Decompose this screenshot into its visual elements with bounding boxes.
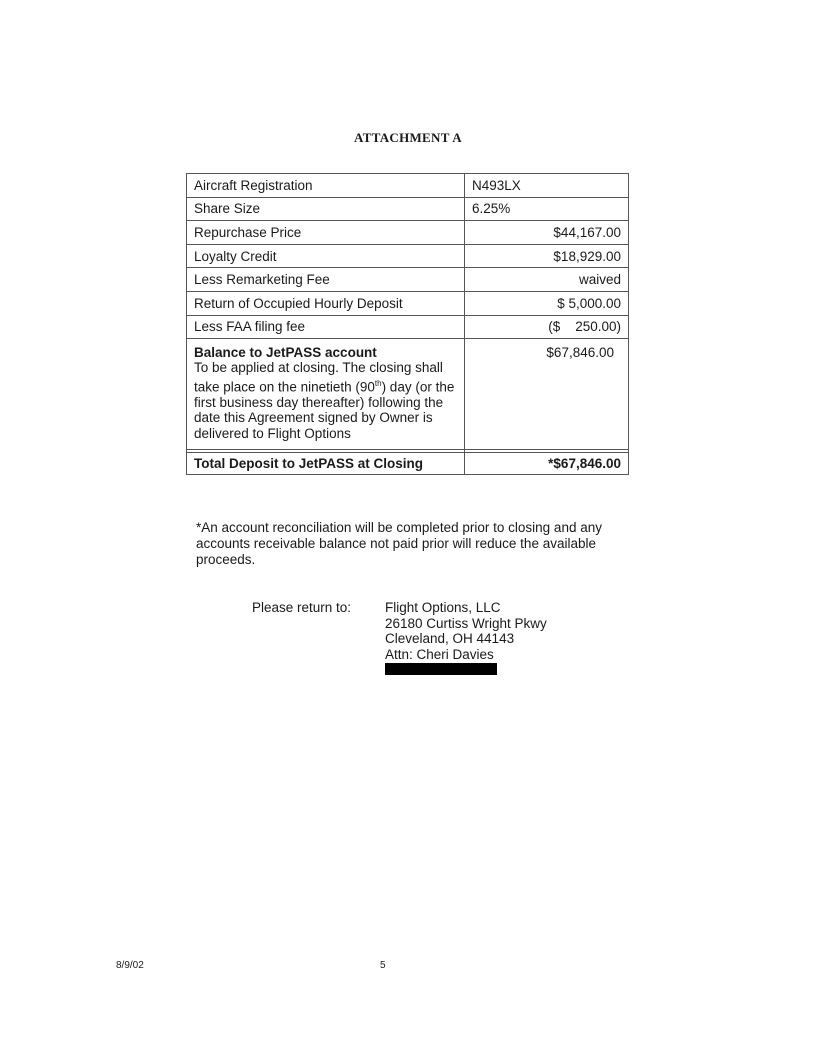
total-row <box>187 453 629 475</box>
return-label: Please return to: <box>252 600 352 615</box>
table-row <box>187 197 629 221</box>
row-value: $44,167.00 <box>464 221 628 245</box>
row-value: ($ 250.00) <box>464 315 628 339</box>
table-row <box>187 291 629 315</box>
address-line: 26180 Curtiss Wright Pkwy <box>385 615 547 631</box>
balance-desc-part2: ) day (or the first business day thereafter) following the date this Agreement signed by Owner is delivered to Flight Options <box>194 379 455 441</box>
row-label: Aircraft Registration <box>187 174 465 198</box>
balance-desc-part1: To be applied at closing. The closing shall take place on the ninetieth (90 <box>194 360 443 395</box>
balance-cell <box>187 339 465 450</box>
row-label: Loyalty Credit <box>187 244 465 268</box>
footer-date: 8/9/02 <box>116 960 144 971</box>
row-label: Repurchase Price <box>187 221 465 245</box>
row-value: waived <box>464 268 628 292</box>
table-row <box>187 244 629 268</box>
return-address <box>385 600 547 662</box>
settlement-table <box>186 173 629 475</box>
balance-row <box>187 339 629 450</box>
reconciliation-note: *An account reconciliation will be completed prior to closing and any accounts receivable balance not paid prior will reduce the available proceeds. <box>196 520 602 567</box>
row-label: Less FAA filing fee <box>187 315 465 339</box>
page-title: ATTACHMENT A <box>354 130 462 145</box>
total-label: Total Deposit to JetPASS at Closing <box>187 453 465 475</box>
row-value: N493LX <box>464 174 628 198</box>
balance-title: Balance to JetPASS account <box>194 345 377 361</box>
row-value: $ 5,000.00 <box>464 291 628 315</box>
table-row <box>187 268 629 292</box>
balance-value: $67,846.00 <box>464 339 628 450</box>
row-value: $18,929.00 <box>464 244 628 268</box>
redaction-bar <box>385 663 497 675</box>
total-value: *$67,846.00 <box>464 453 628 475</box>
row-label: Share Size <box>187 197 465 221</box>
row-label: Return of Occupied Hourly Deposit <box>187 291 465 315</box>
address-line: Attn: Cheri Davies <box>385 646 494 662</box>
balance-description <box>194 360 457 441</box>
address-line: Flight Options, LLC <box>385 600 501 615</box>
row-label: Less Remarketing Fee <box>187 268 465 292</box>
table-row <box>187 174 629 198</box>
address-line: Cleveland, OH 44143 <box>385 631 515 647</box>
balance-desc-sup: th <box>374 378 382 388</box>
table-row <box>187 221 629 245</box>
page-number: 5 <box>380 960 386 971</box>
row-value: 6.25% <box>464 197 628 221</box>
table-row <box>187 315 629 339</box>
